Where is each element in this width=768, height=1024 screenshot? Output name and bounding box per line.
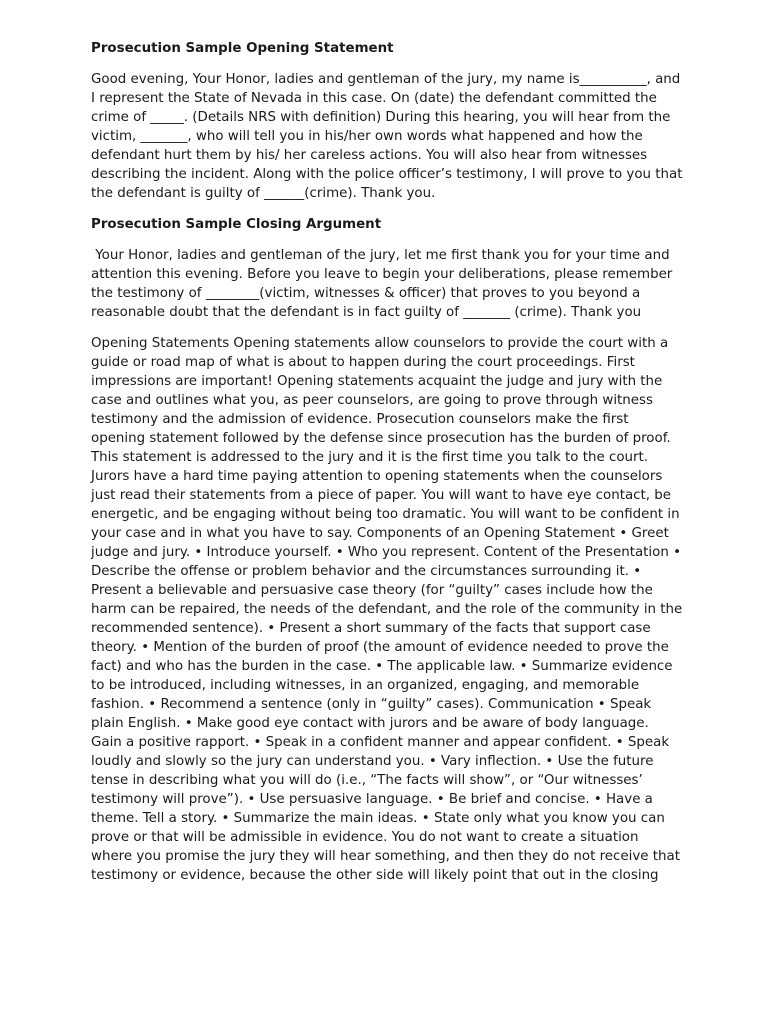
closing-argument-heading: Prosecution Sample Closing Argument (91, 217, 382, 232)
document-page (91, 37, 683, 897)
opening-statement-heading: Prosecution Sample Opening Statement (91, 41, 394, 56)
opening-statements-guide-text: Opening Statements Opening statements allow counselors to provide the court with a guide or road map of what is about to happen during the court proceedings. First impressions are important! Opening statements acquaint the judge and jury with the case and outlines what you, as peer counselors, are going to prove through witness testimony and the admission of evidence. Prosecution counselors make the first opening statement followed by the defense since prosecution has the burden of proof. This statement is addressed to the jury and it is the first time you talk to the court. Jurors have a hard time paying attention to opening statements when the counselors just read their statements from a piece of paper. You will want to have eye contact, be energetic, and be engaging without being too dramatic. You will want to be confident in your case and in what you have to say. Components of an Opening Statement • Greet judge and jury. • Introduce yourself. • Who you represent. Content of the Presentation • Describe the offense or problem behavior and the circumstances surrounding it. • Present a believable and persuasive case theory (for “guilty” cases include how the harm can be repaired, the needs of the defendant, and the role of the community in the recommended sentence). • Present a short summary of the facts that support case theory. • Mention of the burden of proof (the amount of evidence needed to prove the fact) and who has the burden in the case. • The applicable law. • Summarize evidence to be introduced, including witnesses, in an organized, engaging, and memorable fashion. • Recommend a sentence (only in “guilty” cases). Communication • Speak plain English. • Make good eye contact with jurors and be aware of body language. Gain a positive rapport. • Speak in a confident manner and appear confident. • Speak loudly and slowly so the jury can understand you. • Vary inflection. • Use the future tense in describing what you will do (i.e., “The facts will show”, or “Our witnesses’ testimony will prove”). • Use persuasive language. • Be brief and concise. • Have a theme. Tell a story. • Summarize the main ideas. • State only what you know you can prove or that will be admissible in evidence. You do not want to create a situation where you promise the jury they will hear something, and then they do not receive that testimony or evidence, because the other side will likely point that out in the closing (91, 336, 683, 883)
opening-statement-text: Good evening, Your Honor, ladies and gentleman of the jury, my name is__________, and I represent the State of Nevada in this case. On (date) the defendant committed the crime of _____. (Details NRS with definition) During this hearing, you will hear from the victim, _______, who will tell you in his/her own words what happened and how the defendant hurt them by his/ her careless actions. You will also hear from witnesses describing the incident. Along with the police officer’s testimony, I will prove to you that the defendant is guilty of ______(crime). Thank you. (91, 72, 683, 201)
closing-argument-text: Your Honor, ladies and gentleman of the jury, let me first thank you for your time and attention this evening. Before you leave to begin your deliberations, please remember the testimony of ________(victim, witnesses & officer) that proves to you beyond a reasonable doubt that the defendant is in fact guilty of _______ (crime). Thank you (91, 248, 677, 320)
